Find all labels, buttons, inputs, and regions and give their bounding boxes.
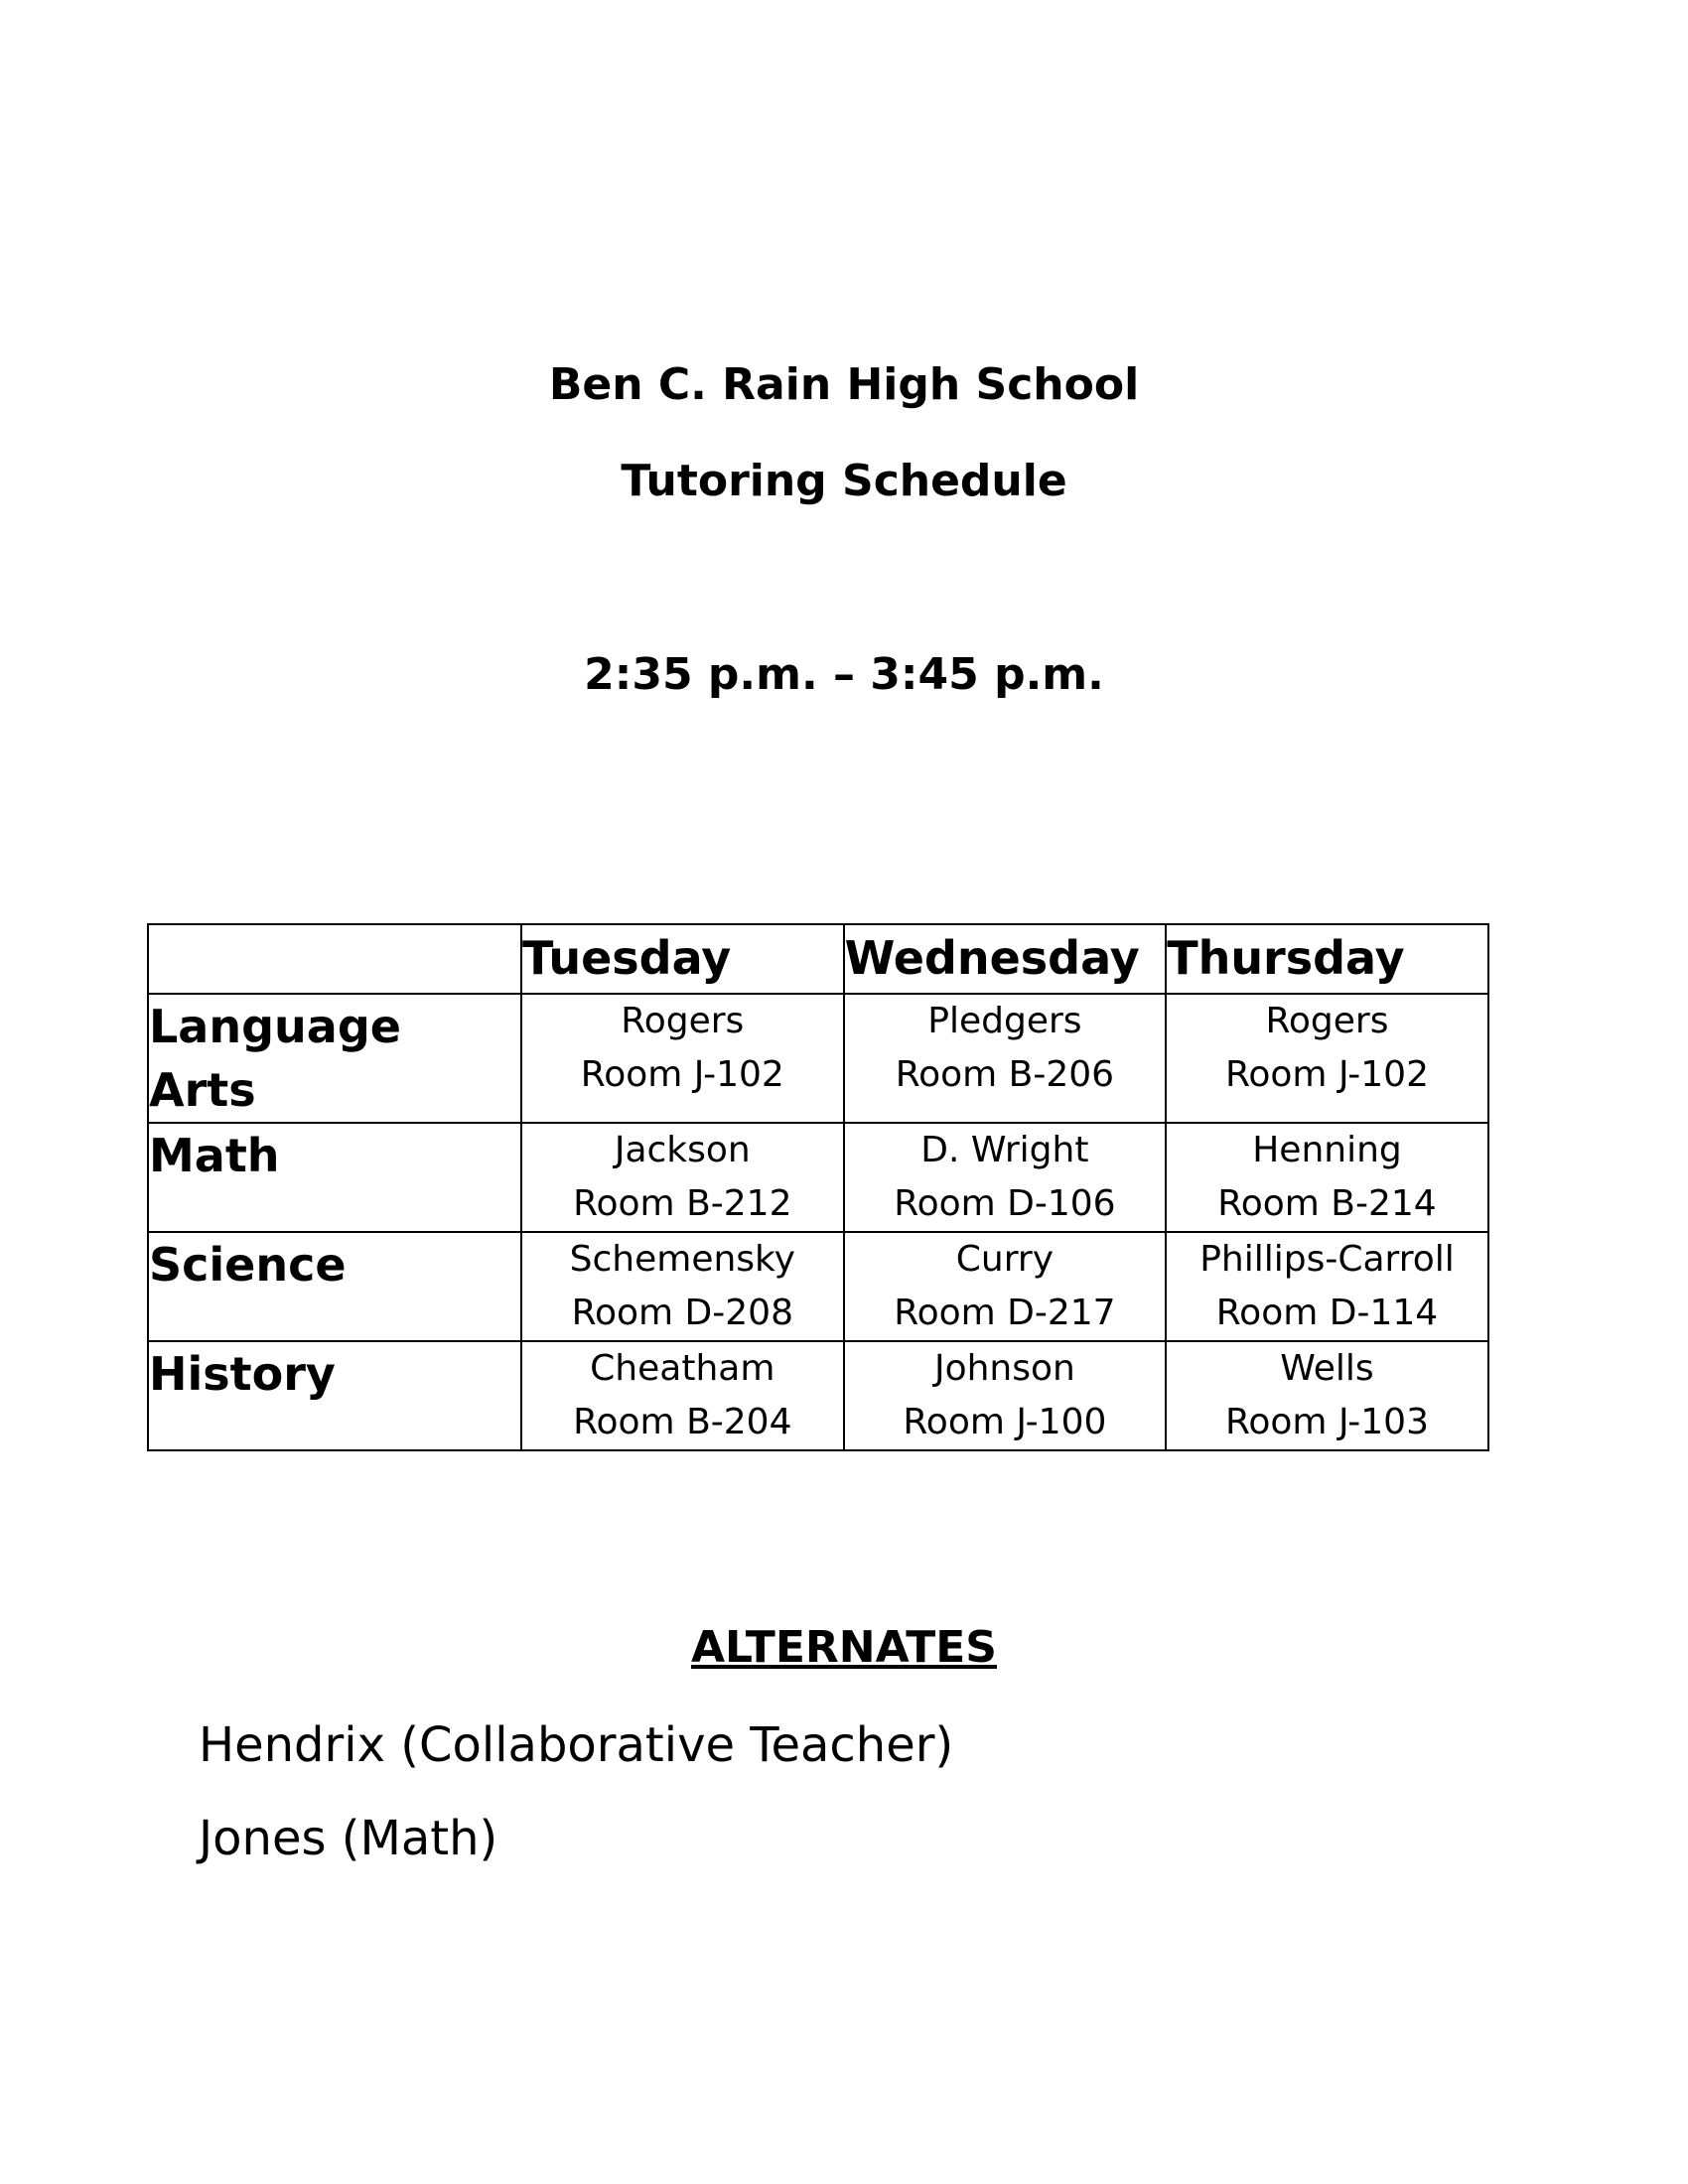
schedule-cell [521,1123,844,1232]
day-header-wednesday: Wednesday [844,924,1167,994]
room-number: Room D-114 [1215,1293,1439,1333]
room-number: Room D-217 [894,1293,1116,1333]
room-number: Room J-102 [1224,1054,1429,1095]
teacher-name: Schemensky [569,1239,795,1280]
schedule-cell [521,1341,844,1450]
schedule-title: Tutoring Schedule [621,456,1067,506]
room-number: Room B-206 [895,1054,1115,1095]
alternate-item: Hendrix (Collaborative Teacher) [199,1717,954,1773]
schedule-cell [844,994,1167,1123]
day-header-tuesday: Tuesday [521,924,844,994]
teacher-name: Cheatham [590,1348,775,1389]
schedule-cell [1166,994,1488,1123]
alternates-heading: ALTERNATES [691,1622,997,1673]
teacher-name: Jackson [614,1130,751,1170]
subject-label: Language Arts [148,994,521,1123]
table-corner-cell [148,924,521,994]
room-number: Room J-102 [580,1054,784,1095]
room-number: Room J-100 [903,1402,1107,1442]
table-row-science [148,1232,1488,1341]
teacher-name: Rogers [1265,1001,1389,1041]
teacher-name: Johnson [933,1348,1075,1389]
room-number: Room B-204 [573,1402,792,1442]
schedule-cell [1166,1232,1488,1341]
teacher-name: Wells [1280,1348,1374,1389]
school-name: Ben C. Rain High School [548,359,1140,410]
teacher-name: Curry [955,1239,1054,1280]
teacher-name: Pledgers [927,1001,1082,1041]
room-number: Room J-103 [1224,1402,1429,1442]
schedule-cell [844,1232,1167,1341]
schedule-cell [521,994,844,1123]
schedule-cell [844,1341,1167,1450]
table-row-language-arts [148,994,1488,1123]
room-number: Room D-106 [894,1183,1116,1224]
time-range: 2:35 p.m. – 3:45 p.m. [584,649,1104,700]
tutoring-schedule-table [147,923,1489,1451]
subject-label: Math [148,1123,521,1232]
table-row-history [148,1341,1488,1450]
subject-label: Science [148,1232,521,1341]
day-header-thursday: Thursday [1166,924,1488,994]
teacher-name: Henning [1252,1130,1402,1170]
schedule-cell [1166,1123,1488,1232]
schedule-cell [1166,1341,1488,1450]
room-number: Room B-214 [1217,1183,1437,1224]
subject-label: History [148,1341,521,1450]
teacher-name: Phillips-Carroll [1199,1239,1455,1280]
teacher-name: Rogers [621,1001,745,1041]
room-number: Room B-212 [573,1183,792,1224]
teacher-name: D. Wright [920,1130,1089,1170]
table-header-row [148,924,1488,994]
table-row-math [148,1123,1488,1232]
room-number: Room D-208 [571,1293,793,1333]
schedule-cell [521,1232,844,1341]
schedule-cell [844,1123,1167,1232]
alternate-item: Jones (Math) [199,1811,498,1866]
